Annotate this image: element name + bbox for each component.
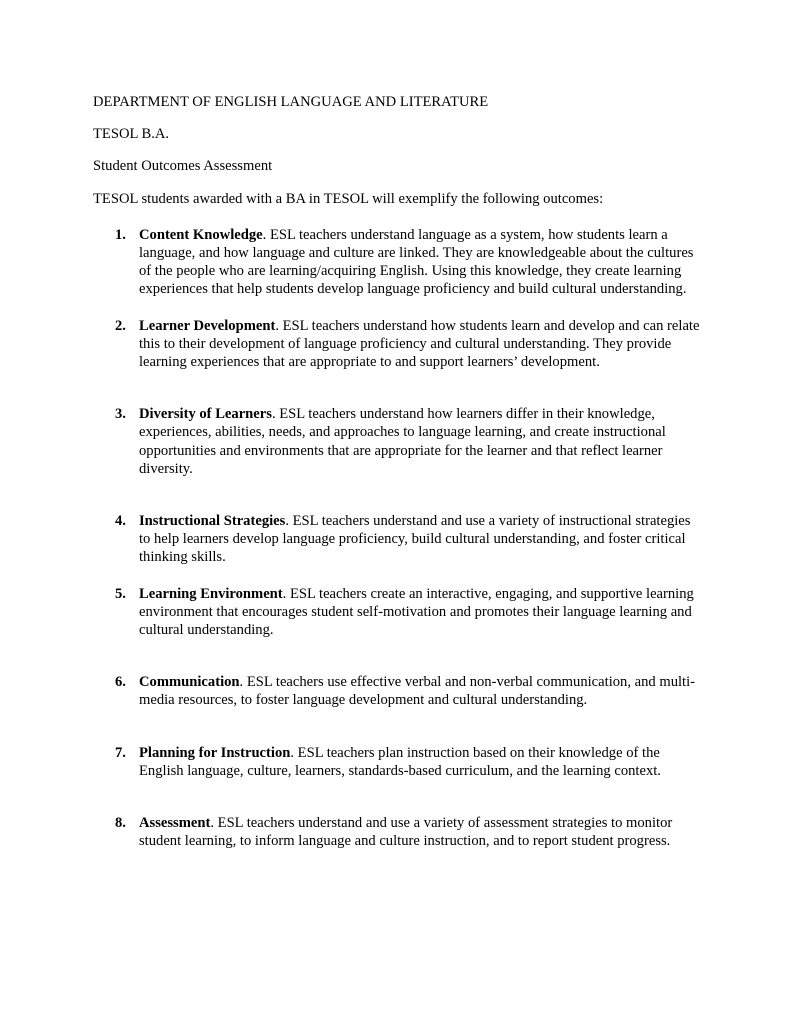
outcome-term: Learning Environment bbox=[139, 585, 283, 602]
outcome-item bbox=[93, 317, 705, 372]
outcome-number: 4. bbox=[115, 513, 126, 530]
outcome-item bbox=[93, 814, 705, 850]
outcome-item bbox=[93, 744, 705, 780]
outcome-term: Instructional Strategies bbox=[139, 513, 286, 530]
outcome-description: . ESL teachers understand how learners differ in their knowledge, experiences, abilities, needs, and approaches to language learning, and create instructional opportunities and environments that are appropriate for the learner and that reflect learner diversity. bbox=[139, 406, 666, 477]
outcome-number: 5. bbox=[115, 585, 126, 602]
outcome-number: 7. bbox=[115, 744, 126, 761]
outcome-description: . ESL teachers understand and use a variety of instructional strategies to help learners develop language proficiency, build cultural understanding, and foster critical thinking skills. bbox=[139, 513, 691, 566]
outcome-term: Learner Development bbox=[139, 317, 276, 334]
outcome-description: . ESL teachers understand language as a system, how students learn a language, and how language and culture are linked. They are knowledgeable about the cultures of the people who are learning/acquiring English. Using this knowledge, they create learning experiences that help students develop language proficiency and build cultural understanding. bbox=[139, 226, 694, 298]
outcome-number: 8. bbox=[115, 815, 126, 832]
intro-paragraph: TESOL students awarded with a BA in TESOL will exemplify the following outcomes: bbox=[93, 190, 604, 207]
outcome-description: . ESL teachers understand and use a variety of assessment strategies to monitor student learning, to inform language and culture instruction, and to report student progress. bbox=[139, 815, 673, 850]
program-title: TESOL B.A. bbox=[93, 126, 170, 143]
outcome-item bbox=[93, 673, 705, 709]
outcome-number: 3. bbox=[115, 406, 126, 423]
outcome-description: . ESL teachers use effective verbal and non-verbal communication, and multi-media resources, to foster language development and cultural understanding. bbox=[139, 674, 696, 709]
outcome-term: Content Knowledge bbox=[139, 226, 263, 243]
department-heading: DEPARTMENT OF ENGLISH LANGUAGE AND LITERATURE bbox=[93, 94, 489, 110]
outcome-term: Planning for Instruction bbox=[139, 744, 291, 761]
outcome-description: . ESL teachers plan instruction based on their knowledge of the English language, culture, learners, standards-based curriculum, and the learning context. bbox=[139, 744, 661, 779]
document-subtitle: Student Outcomes Assessment bbox=[93, 158, 273, 175]
document-page bbox=[93, 93, 705, 868]
outcome-number: 1. bbox=[115, 226, 126, 243]
outcome-description: . ESL teachers create an interactive, engaging, and supportive learning environment that encourages student self-motivation and promotes their language learning and cultural understanding. bbox=[139, 585, 694, 639]
outcome-term: Diversity of Learners bbox=[139, 406, 272, 423]
outcome-number: 6. bbox=[115, 674, 126, 691]
outcome-number: 2. bbox=[115, 317, 126, 334]
outcomes-list bbox=[93, 226, 705, 851]
outcome-term: Assessment bbox=[139, 815, 211, 832]
outcome-description: . ESL teachers understand how students learn and develop and can relate this to their development of language proficiency and cultural understanding. They provide learning experiences that are appropriate to and support learners’ development. bbox=[139, 317, 700, 371]
outcome-item bbox=[93, 405, 705, 478]
outcome-item bbox=[93, 585, 705, 640]
outcome-item bbox=[93, 226, 705, 299]
outcome-item bbox=[93, 512, 705, 567]
outcome-term: Communication bbox=[139, 674, 240, 691]
